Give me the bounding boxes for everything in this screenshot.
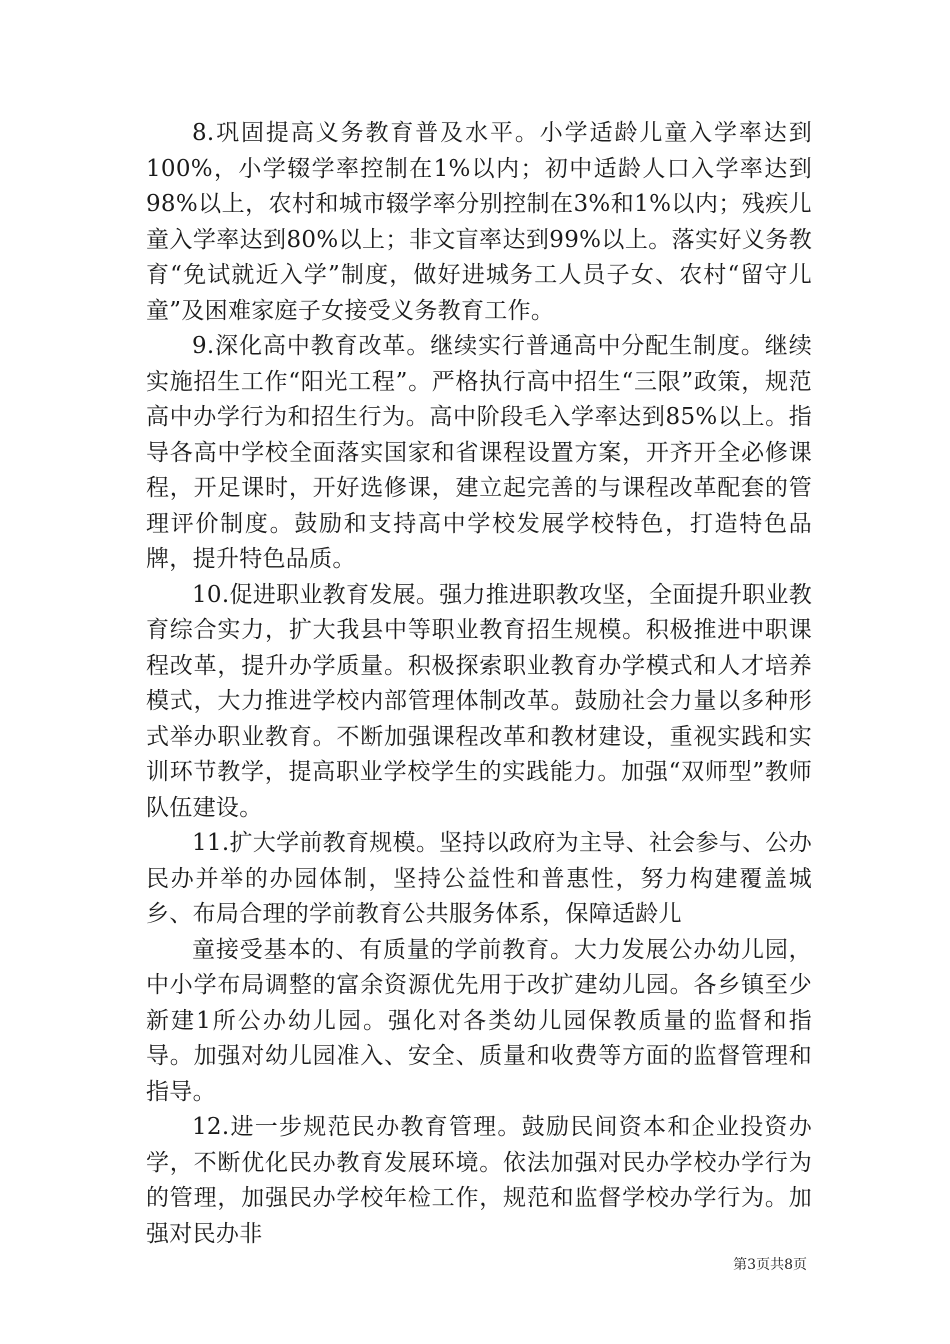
document-body bbox=[146, 116, 812, 1252]
paragraph-item-8: 8.巩固提高义务教育普及水平。小学适龄儿童入学率达到100%，小学辍学率控制在1%以内；初中适龄人口入学率达到98%以上，农村和城市辍学率分别控制在3%和1%以内；残疾儿童入学率达到80%以上；非文盲率达到99%以上。落实好义务教育“免试就近入学”制度，做好进城务工人员子女、农村“留守儿童”及困难家庭子女接受义务教育工作。 bbox=[146, 120, 812, 324]
paragraph-item-10: 10.促进职业教育发展。强力推进职教攻坚，全面提升职业教育综合实力，扩大我县中等职业教育招生规模。积极推进中职课程改革，提升办学质量。积极探索职业教育办学模式和人才培养模式，大力推进学校内部管理体制改革。鼓励社会力量以多种形式举办职业教育。不断加强课程改革和教材建设，重视实践和实训环节教学，提高职业学校学生的实践能力。加强“双师型”教师队伍建设。 bbox=[146, 581, 812, 821]
paragraph-item-12: 12.进一步规范民办教育管理。鼓励民间资本和企业投资办学，不断优化民办教育发展环境。依法加强对民办学校办学行为的管理，加强民办学校年检工作，规范和监督学校办学行为。加强对民办非 bbox=[146, 1114, 812, 1247]
paragraph-item-11: 11.扩大学前教育规模。坚持以政府为主导、社会参与、公办民办并举的办园体制，坚持公益性和普惠性，努力构建覆盖城乡、布局合理的学前教育公共服务体系，保障适龄儿 bbox=[146, 830, 812, 927]
paragraph-item-9: 9.深化高中教育改革。继续实行普通高中分配生制度。继续实施招生工作“阳光工程”。严格执行高中招生“三限”政策，规范高中办学行为和招生行为。高中阶段毛入学率达到85%以上。指导各高中学校全面落实国家和省课程设置方案，开齐开全必修课程，开足课时，开好选修课，建立起完善的与课程改革配套的管理评价制度。鼓励和支持高中学校发展学校特色，打造特色品牌，提升特色品质。 bbox=[146, 333, 812, 572]
paragraph-item-11-continued: 童接受基本的、有质量的学前教育。大力发展公办幼儿园，中小学布局调整的富余资源优先用于改扩建幼儿园。各乡镇至少新建1所公办幼儿园。强化对各类幼儿园保教质量的监督和指导。加强对幼儿园准入、安全、质量和收费等方面的监督管理和指导。 bbox=[146, 936, 812, 1105]
page-number-footer: 第3页共8页 bbox=[733, 1257, 807, 1273]
